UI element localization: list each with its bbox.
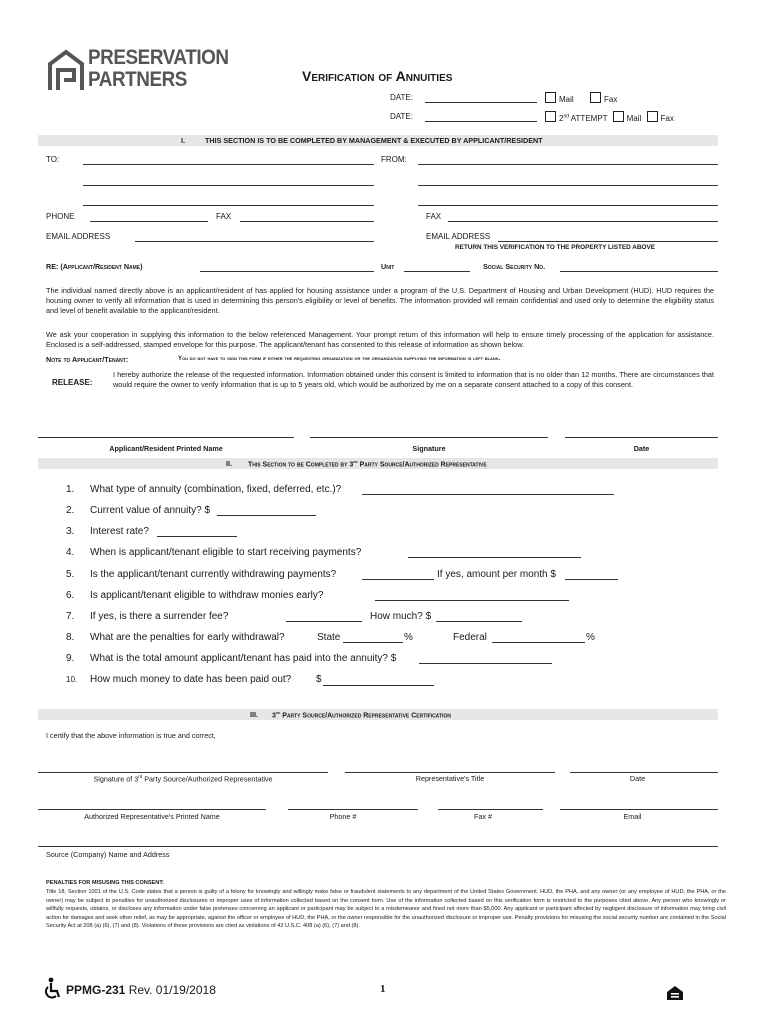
fax-option-1[interactable] [590,92,617,104]
q6-text: Is applicant/tenant eligible to withdraw monies early? [90,590,324,601]
logo [46,46,229,92]
equal-housing-icon [666,985,684,1002]
section-3-title-b: Party Source/Authorized Representative Certification [280,712,451,720]
q2-number: 2. [66,505,75,516]
certify-text: I certify that the above information is true and correct, [46,731,216,740]
q8-text: What are the penalties for early withdrawal? [90,632,285,643]
q1-field[interactable] [362,494,614,495]
source-line[interactable] [38,846,718,847]
mail-checkbox-1[interactable] [545,92,556,103]
rep-date-line[interactable] [570,772,718,773]
q8-federal-pct: % [586,632,595,643]
intro-paragraph: The individual named directly above is an applicant/resident of has applied for housing assistance under a program of the U.S. Department of Housing and Urban Development (HUD). HUD requires the housing owner to verify all information that is used in determining this person's eligibility or level of benefits. The information provided will remain confidential and used only to determine the eligibility status and level of benefit available to the applicant/resident. [46,286,714,315]
to-field-3[interactable] [83,205,374,206]
q4-text: When is applicant/tenant eligible to start receiving payments? [90,547,362,558]
applicant-date-line[interactable] [565,437,718,438]
source-caption: Source (Company) Name and Address [46,850,170,859]
from-label: FROM: [381,155,407,164]
q6-number: 6. [66,590,75,601]
wheelchair-icon [44,977,62,1001]
q10-text: How much money to date has been paid out? [90,674,292,685]
fax-checkbox-1[interactable] [590,92,601,103]
mail-checkbox-2[interactable] [613,111,624,122]
q3-field[interactable] [157,536,237,537]
q3-number: 3. [66,526,75,537]
fax-label-1: Fax [604,95,618,104]
to-field-2[interactable] [83,185,374,186]
date-field-1[interactable] [425,102,537,103]
q9-number: 9. [66,653,75,664]
q7-amount-field[interactable] [436,621,522,622]
section-2-title [248,459,487,468]
section-2-header [38,458,718,469]
logo-line1: PRESERVATION [88,46,229,69]
from-field-2[interactable] [418,185,718,186]
q8-state-field[interactable] [343,642,403,643]
q9-text: What is the total amount applicant/tenant has paid into the annuity? $ [90,653,397,664]
to-field-1[interactable] [83,164,374,165]
phone-field[interactable] [90,221,208,222]
attempt-num: 2 [559,114,564,123]
q5-field[interactable] [362,579,434,580]
rep-printed-name-line[interactable] [38,809,266,810]
rep-title-caption: Representative's Title [415,774,485,783]
from-field-1[interactable] [418,164,718,165]
rep-signature-caption [38,774,328,783]
release-text: I hereby authorize the release of the requested information. Information obtained under this consent is limited to information that is no older than 12 months. There are circumstances that would require the owner to verify information that is up to 5 years old, which would be authorized by me on a separate consent attached to a copy of this consent. [113,370,714,389]
email-label-to: EMAIL ADDRESS [46,232,111,241]
applicant-signature-line[interactable] [310,437,548,438]
return-note: RETURN THIS VERIFICATION TO THE PROPERTY LISTED ABOVE [455,244,656,251]
release-label: RELEASE: [52,378,93,387]
mail-label-1: Mail [559,95,574,104]
q2-field[interactable] [217,515,316,516]
mail-label-2: Mail [626,114,642,123]
phone-label: PHONE [46,212,75,221]
attempt-checkbox[interactable] [545,111,556,122]
rep-phone-caption: Phone # [329,812,357,821]
attempt-label: ATTEMPT [569,114,608,123]
form-number [66,983,216,997]
section-1-number: I. [181,136,185,145]
form-revision: Rev. 01/19/2018 [125,983,216,997]
note-label: Note to Applicant/Tenant: [46,355,129,364]
rep-date-caption: Date [629,774,646,783]
signature-caption: Signature [412,444,446,453]
section-2-title-b: Party Source/Authorized Representative [357,461,487,469]
q1-number: 1. [66,484,75,495]
email-label-from: EMAIL ADDRESS [426,232,491,241]
q8-state-label: State [317,632,341,643]
email-field-from[interactable] [498,241,718,242]
fax-label-2: Fax [660,114,674,123]
rep-signature-caption-sup: rd [138,774,143,779]
second-attempt-mail-option[interactable] [545,111,674,123]
q5-extra: If yes, amount per month $ [437,569,556,580]
date-label-2: DATE: [390,112,413,121]
rep-fax-caption: Fax # [474,812,492,821]
rep-signature-caption-b: Party Source/Authorized Representative [142,774,273,784]
section-3-number: III. [250,710,258,719]
q10-field[interactable] [323,685,434,686]
rep-signature-line[interactable] [38,772,328,773]
date-label-1: DATE: [390,93,413,102]
fax-field-to[interactable] [240,221,374,222]
rep-email-line[interactable] [560,809,718,810]
q10-dollar: $ [316,674,322,685]
form-id: PPMG-231 [66,983,126,997]
re-label: RE: (Applicant/Resident Name) [46,262,143,271]
section-3-title-sup: rd [275,710,281,715]
q7-extra: How much? $ [370,611,432,622]
unit-label: Unit [381,262,395,271]
section-1-header [38,135,718,146]
q8-number: 8. [66,632,75,643]
logo-line2: PARTNERS [88,68,187,91]
ssn-field[interactable] [560,271,718,272]
q7-number: 7. [66,611,75,622]
section-2-number: II. [226,459,232,468]
from-field-3[interactable] [418,205,718,206]
q6-field[interactable] [375,600,569,601]
email-field-to[interactable] [135,241,374,242]
attempt-sup: nd [563,113,570,120]
q8-state-pct: % [404,632,413,643]
q5-amount-field[interactable] [565,579,618,580]
mail-option-1[interactable] [545,92,574,104]
ssn-label: Social Security No. [483,262,546,271]
page-number: 1 [380,983,386,995]
fax-checkbox-2[interactable] [647,111,658,122]
house-logo-icon [46,46,86,92]
page-title: Verification of Annuities [302,68,453,84]
section-3-title [272,710,451,719]
q8-federal-field[interactable] [492,642,585,643]
rep-phone-line[interactable] [288,809,418,810]
date-field-2[interactable] [425,121,537,122]
rep-signature-caption-a: Signature of 3 [93,774,139,784]
applicant-name-caption: Applicant/Resident Printed Name [109,444,223,453]
penalties-text: Title 18, Section 1001 of the U.S. Code states that a person is guilty of a felony for knowingly and willingly make false or fraudulent statements to any department of the United States Government. HUD, the PHA, and any owner (or any employee of HUD, the PHA, or the owner) may be subject to penalties for unauthorized disclosures or improper uses of information collected based on the consent form. Use of the information collected based on this verification form is restricted to the purposes cited above. Any person who knowingly or willfully requests, obtains, or discloses any information under false pretenses concerning an applicant or participant may be subject to a misdemeanor and fined not more than $5,000. Any applicant or participant affected by negligent disclosure of information may bring civil action for damages and seek other relief, as may be appropriate, against the officer or employee of HUD, the PHA, or the owner responsible for the unauthorized disclosure or improper use. Penalty provisions for misusing the social security number are contained in the Social Security Act at 208 (a) (6), (7) and (8). Violations of these provisions are cited as violations of 42 U.S.C. 408 (a) (6), (7) and (8). [46,889,726,930]
section-2-title-sup: rd [353,459,358,464]
rep-title-line[interactable] [345,772,555,773]
section-1-title: THIS SECTION IS TO BE COMPLETED BY MANAGEMENT & EXECUTED BY APPLICANT/RESIDENT [205,136,543,145]
q3-text: Interest rate? [90,526,149,537]
q5-number: 5. [66,569,75,580]
q7-field[interactable] [286,621,362,622]
q2-text: Current value of annuity? $ [90,505,211,516]
fax-label-to: FAX [216,212,232,221]
penalties-title: PENALTIES FOR MISUSING THIS CONSENT: [46,880,164,886]
date-caption: Date [633,444,650,453]
to-label: TO: [46,155,60,164]
fax-field-from[interactable] [448,221,718,222]
q5-text: Is the applicant/tenant currently withdrawing payments? [90,569,337,580]
q1-text: What type of annuity (combination, fixed, deferred, etc.)? [90,484,342,495]
section-3-title-a: 3 [272,712,276,720]
q7-text: If yes, is there a surrender fee? [90,611,229,622]
rep-fax-line[interactable] [438,809,543,810]
rep-email-caption: Email [623,812,642,821]
applicant-name-line[interactable] [38,437,294,438]
rep-printed-name-caption: Authorized Representative's Printed Name [84,812,220,821]
q10-number: 10. [66,675,78,684]
note-text: You do not have to sign this form if either the requesting organization or the organization supplying the information is left blank. [178,356,501,362]
unit-field[interactable] [404,271,470,272]
section-2-title-a: This Section to be Completed by 3 [248,461,354,469]
fax-label-from: FAX [426,212,442,221]
applicant-name-field[interactable] [200,271,374,272]
q9-field[interactable] [419,663,552,664]
cooperation-paragraph: We ask your cooperation in supplying this information to the below referenced Management. Your prompt return of this information will help to ensure timely processing of the application for assistance. Enclosed is a self-addressed, stamped envelope for this purpose. The applicant/tenant has consented to this release of information as shown below. [46,330,714,349]
section-3-header [38,709,718,720]
q4-number: 4. [66,547,75,558]
q4-field[interactable] [408,557,581,558]
q8-federal-label: Federal [453,632,487,643]
